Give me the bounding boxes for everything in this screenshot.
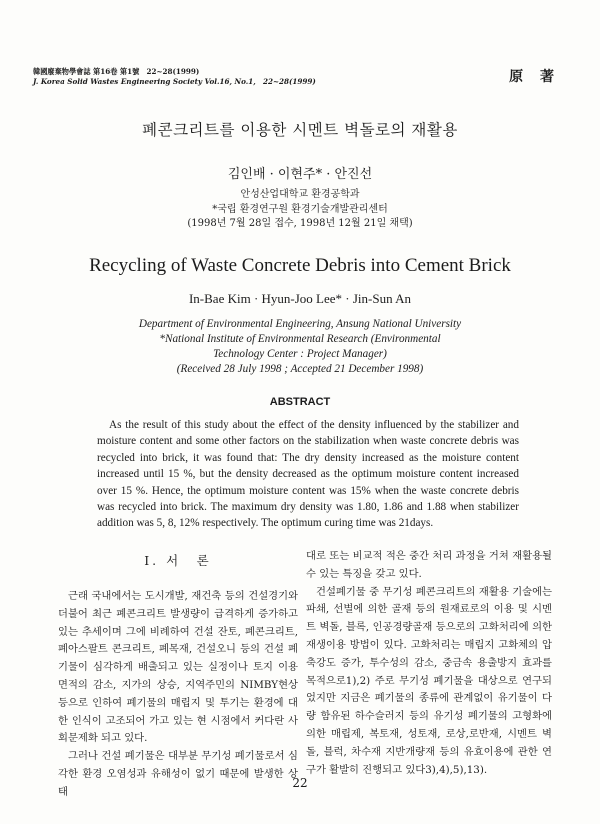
affiliation-line: *National Institute of Environmental Research (Environmental xyxy=(159,333,441,345)
body-paragraph: 건설폐기물 중 무기성 폐콘크리트의 재활용 기술에는 파쇄, 선별에 의한 골재 등의 원재료로의 이용 및 시멘트 벽돌, 블록, 인공경량골재 등으로의 고화처리에 의한 재생이용 방법이 있다. 고화처리는 매립지 고화체의 압축강도 증가, 투수성의 감소, 중금속 용출방지 효과를 목적으로1),2) 주로 무기성 폐기물을 대상으로 연구되었지만 지금은 폐기물의 종류에 관계없이 유기물이 다량 함유된 하수슬러지 등의 유기성 폐기물의 고형화에 의한 매립제, 복토재, 성토재, 로상,로반재, 시멘트 벽돌, 블럭, 차수재 지반개량재 등의 유효이용에 관한 연구가 활발히 진행되고 있다3),4),5),13). xyxy=(306,585,552,776)
english-authors: In-Bae Kim · Hyun-Joo Lee* · Jin-Sun An xyxy=(188,291,412,306)
affiliation-line: 안성산업대학교 환경공학과 xyxy=(240,189,360,200)
korean-title: 폐콘크리트를 이용한 시멘트 벽돌로의 재활용 xyxy=(142,121,458,139)
affiliation-line: *국립 환경연구원 환경기술개발관리센터 xyxy=(212,203,388,215)
korean-authors: 김인배 · 이현주* · 안진선 xyxy=(227,167,373,182)
section-tag: 原 著 xyxy=(509,69,560,85)
dates-line: (Received 28 July 1998 ; Accepted 21 December 1998) xyxy=(176,363,424,375)
abstract-heading: ABSTRACT xyxy=(269,396,331,408)
right-column xyxy=(306,548,552,779)
journal-citation-korean: 韓國廢棄物學會誌 第16卷 第1號 22~28(1999) xyxy=(33,67,200,76)
abstract-text: As the result of this study about the effect of the density influenced by the stabilizer and moisture content and some other factors on the stabilization when waste concrete debris was recycled into brick, it was found that: The dry density increased as the moisture content increased until 15 %, but the density decreased as the optimum moisture content increased over 15 %. Hence, the optimum moisture content was 15% when the waste concrete debris was recycled into brick. The maximum dry density was 1.80, 1.86 and 1.88 when stabilizer addition was 5, 8, 12% respectively. The optimum curing time was 21days. xyxy=(97,419,519,530)
body-paragraph: 그러나 건설 폐기물은 대부분 무기성 폐기물로서 심각한 환경 오염성과 유해성이 없기 때문에 발생한 상태 xyxy=(58,750,298,798)
left-column xyxy=(58,548,298,802)
english-title: Recycling of Waste Concrete Debris into Cement Brick xyxy=(89,255,511,276)
korean-affiliation xyxy=(0,188,600,232)
journal-citation xyxy=(33,67,316,87)
english-affiliation xyxy=(0,317,600,377)
affiliation-line: Department of Environmental Engineering, Ansung National University xyxy=(138,318,462,330)
body-paragraph: 근래 국내에서는 도시개발, 재건축 등의 건설경기와 더불어 최근 폐콘크리트 발생량이 급격하게 증가하고 있는 추세이며 그에 비례하여 건설 잔토, 폐콘크리트, 폐아스팔트 콘크리트, 폐목재, 건설오니 등의 건설 폐기물이 심각하게 배출되고 있는 실정이나 토지 이용 면적의 감소, 지가의 상승, 지역주민의 NIMBY현상 등으로 인하여 폐기물의 매립지 및 투기는 환경에 대한 인식이 고조되어 가고 있는 현 시점에서 커다란 사회문제화 되고 있다. xyxy=(58,590,298,745)
body-paragraph: 대로 또는 비교적 적은 중간 처리 과정을 거쳐 재활용될 수 있는 특징을 갖고 있다. xyxy=(306,550,552,580)
affiliation-line: Technology Center : Project Manager) xyxy=(213,348,387,360)
section-heading-introduction: Ⅰ. 서 론 xyxy=(144,553,212,568)
journal-citation-english: J. Korea Solid Wastes Engineering Society Vol.16, No.1, 22~28(1999) xyxy=(33,77,316,86)
abstract xyxy=(97,417,519,532)
page-number: 22 xyxy=(292,776,308,790)
dates-line: (1998년 7월 28일 접수, 1998년 12월 21일 채택) xyxy=(187,218,413,229)
